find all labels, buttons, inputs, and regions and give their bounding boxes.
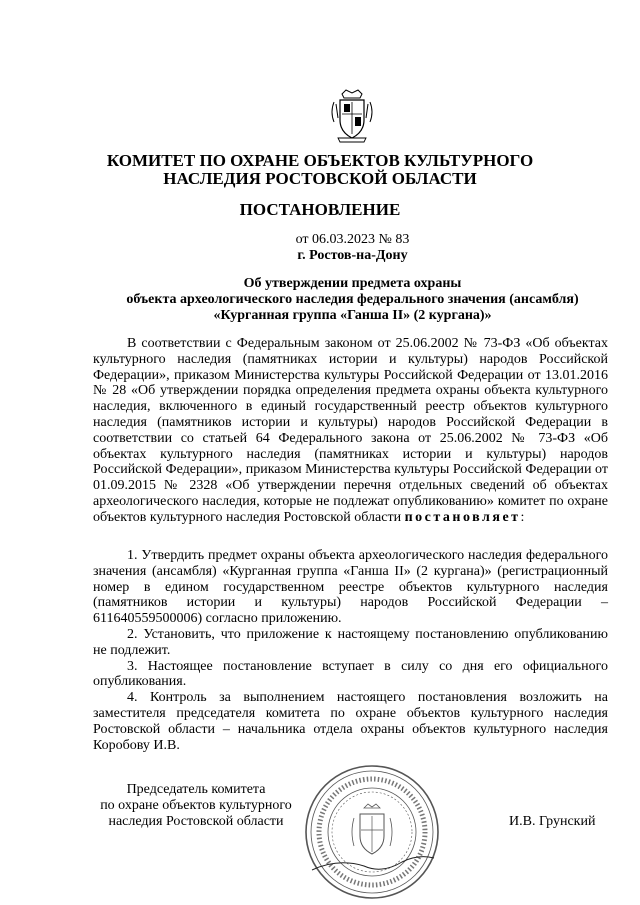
org-name-line1: КОМИТЕТ ПО ОХРАНЕ ОБЪЕКТОВ КУЛЬТУРНОГО bbox=[106, 151, 534, 170]
resolution-item: 2. Установить, что приложение к настоящему постановлению опубликованию не подлежит. bbox=[93, 626, 608, 658]
document-type: ПОСТАНОВЛЕНИЕ bbox=[239, 200, 401, 219]
resolution-item: 1. Утвердить предмет охраны объекта археологического наследия федерального значения (ансамбля) «Курганная группа «Ганша II» (2 кургана)» (регистрационный номер в едином государственном реестре объектов культурного наследия (памятников истории и культуры) народов Российской Федерации – 611640559500006) согласно приложению. bbox=[93, 548, 608, 627]
subject-line1: Об утверждении предмета охраны bbox=[243, 276, 462, 291]
official-seal-icon bbox=[302, 762, 442, 902]
resolves-colon: : bbox=[520, 509, 525, 525]
resolution-item: 3. Настоящее постановление вступает в силу со дня его официального опубликования. bbox=[93, 658, 608, 690]
org-name-line2: НАСЛЕДИЯ РОСТОВСКОЙ ОБЛАСТИ bbox=[163, 169, 477, 188]
city: г. Ростов-на-Дону bbox=[297, 248, 408, 263]
preamble-paragraph bbox=[93, 336, 608, 526]
signatory-position bbox=[90, 782, 302, 830]
preamble-text: В соответствии с Федеральным законом от 25.06.2002 № 73-ФЗ «Об объектах культурного наследия (памятниках истории и культуры) народов Российской Федерации», приказом Министерства культуры Российской Федерации от 13.01.2016 № 28 «Об утверждении порядка определения предмета охраны объекта культурного наследия, включенного в единый государственный реестр объектов культурного наследия (памятников истории и культуры) народов Российской Федерации в соответствии со статьей 64 Федерального закона от 25.06.2002 № 73-ФЗ «Об объектах культурного наследия (памятниках истории и культуры) народов Российской Федерации», приказом Министерства культуры Российской Федерации от 01.09.2015 № 2328 «Об утверждении перечня отдельных сведений об объектах археологического наследия, которые не подлежат опубликованию» комитет по охране объектов культурного наследия Ростовской области bbox=[93, 336, 608, 525]
preamble bbox=[93, 336, 608, 526]
position-line1: Председатель комитета bbox=[126, 782, 266, 797]
subject-line2: объекта археологического наследия федерального значения (ансамбля) bbox=[126, 292, 579, 307]
position-line3: наследия Ростовской области bbox=[108, 814, 284, 829]
resolution-item: 4. Контроль за выполнением настоящего постановления возложить на заместителя председателя комитета по охране объектов культурного наследия Ростовской области – начальника отдела охраны объектов культурного наследия Коробову И.В. bbox=[93, 690, 608, 753]
date-number: от 06.03.2023 № 83 bbox=[295, 232, 410, 247]
signatory-name: И.В. Грунский bbox=[509, 814, 596, 829]
subject-line3: «Курганная группа «Ганша II» (2 кургана)» bbox=[213, 308, 492, 323]
resolution-items bbox=[93, 548, 608, 753]
position-line2: по охране объектов культурного bbox=[100, 798, 292, 813]
resolves-word: постановляет bbox=[404, 509, 521, 525]
coat-of-arms-icon bbox=[328, 88, 376, 144]
